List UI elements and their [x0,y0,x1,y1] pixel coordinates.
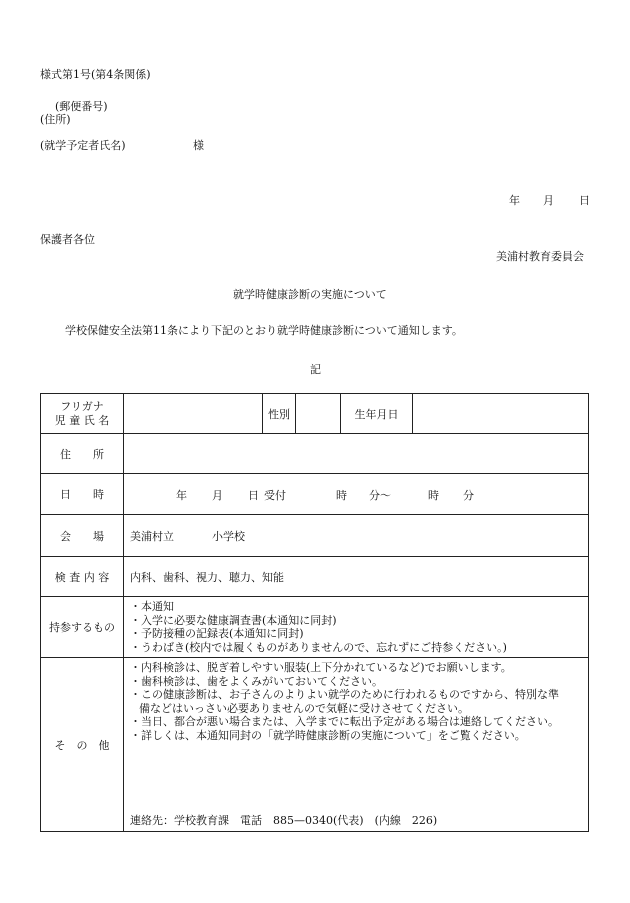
row-address [41,434,589,474]
row-exam [41,557,589,597]
child-name-label: 児 童 氏 名 [54,413,110,427]
form-number: 様式第1号(第4条関係) [40,68,151,81]
row-child-name [41,394,589,434]
datetime-hour-1: 時 [336,489,347,502]
health-check-form-table [40,393,589,832]
venue-prefix: 美浦村立 [130,530,174,543]
datetime-month: 月 [212,489,223,502]
ki-mark: 記 [310,363,321,376]
row-datetime [41,474,589,515]
other-item: ・当日、都合が悪い場合または、入学までに転出予定がある場合は連絡してください。 [130,715,559,728]
datetime-reception: 受付 [264,489,286,502]
row-other [41,658,589,832]
datetime-label: 日 時 [41,474,124,515]
datetime-minute-2: 分 [463,489,474,502]
other-item: ・詳しくは、本通知同封の「就学時健康診断の実施について」をご覧ください。 [130,728,526,742]
sender: 美浦村教育委員会 [496,250,584,263]
address-field [124,434,589,474]
venue-field [124,515,589,557]
venue-suffix: 小学校 [212,530,245,543]
recipient-suffix: 様 [193,139,204,152]
venue-label: 会 場 [41,515,124,557]
datetime-year: 年 [176,489,187,502]
document-title: 就学時健康診断の実施について [233,288,387,301]
row-bring [41,597,589,658]
bring-label: 持参するもの [41,597,124,658]
child-name-label-cell [41,394,124,434]
recipient-label: (就学予定者氏名) [40,139,126,152]
other-notes [124,658,589,832]
gender-field [296,394,341,434]
gender-label: 性別 [263,394,296,434]
other-item: ・歯科検診は、歯をよくみがいておいてください。 [130,674,383,688]
child-name-field [124,394,263,434]
other-item: ・この健康診断は、お子さんのよりよい就学のために行われるものですから、特別な準 [130,688,559,701]
contact-info: 連絡先：学校教育課 電話 885—0340(代表) (内線 226) [130,814,438,827]
date-month: 月 [543,194,554,207]
row-venue [41,515,589,557]
birth-field [413,394,589,434]
body-text: 学校保健安全法第11条により下記のとおり就学時健康診断について通知します。 [65,324,463,337]
bring-item: ・入学に必要な健康調査書(本通知に同封) [130,613,337,627]
other-item: ・内科検診は、脱ぎ着しやすい服装(上下分かれているなど)でお願いします。 [130,661,512,674]
bring-item: ・本通知 [130,600,174,613]
date-year: 年 [509,194,520,207]
birth-label: 生年月日 [341,394,413,434]
bring-item: ・うわばき(校内では履くものがありませんので、忘れずにご持参ください。) [130,640,507,654]
bring-list [124,597,589,658]
date-day: 日 [579,194,590,207]
datetime-minute: 分〜 [369,489,391,502]
datetime-field [124,474,589,515]
datetime-hour-2: 時 [428,489,439,502]
address-label: (住所) [40,113,71,126]
bring-item: ・予防接種の記録表(本通知に同封) [130,627,304,640]
address-row-label: 住 所 [41,434,124,474]
datetime-day: 日 [248,489,259,502]
exam-value: 内科、歯科、視力、聴力、知能 [124,557,589,597]
exam-label: 検 査 内 容 [41,557,124,597]
furigana-label: フリガナ [60,400,104,413]
other-item: 備などはいっさい必要ありませんので気軽に受けさせてください。 [139,701,469,715]
other-label: そ の 他 [41,658,124,832]
postal-code-label: (郵便番号) [55,100,108,113]
addressee: 保護者各位 [40,233,95,246]
